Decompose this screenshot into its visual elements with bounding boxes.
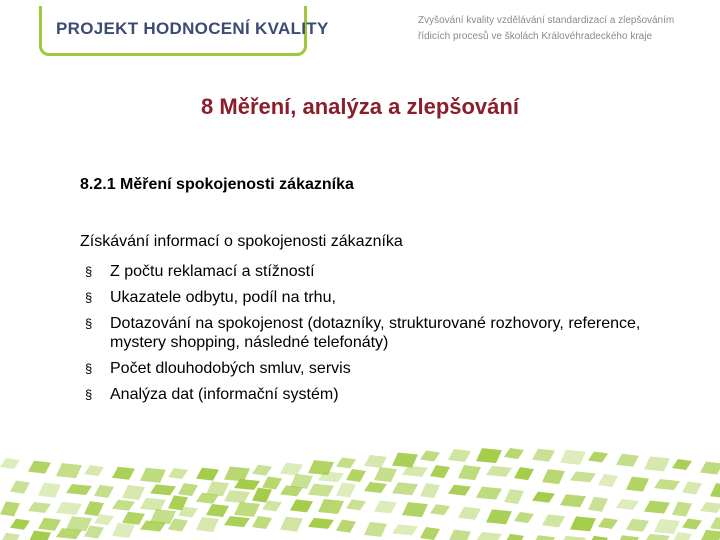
list-item (80, 314, 700, 352)
decorative-shape (560, 536, 586, 540)
decorative-shape (542, 469, 565, 484)
tagline-line-2: řídicích procesů ve školách Královéhradeckého kraje (418, 31, 653, 42)
decorative-shape (262, 476, 282, 489)
decorative-shape (56, 528, 82, 539)
decorative-shape (336, 483, 356, 498)
decorative-shape (420, 483, 440, 498)
banner-title: PROJEKT HODNOCENÍ KVALITY (56, 19, 329, 38)
decorative-shape (644, 501, 670, 514)
decorative-shape (10, 519, 30, 530)
decorative-shape (336, 520, 356, 533)
decorative-shape (280, 517, 303, 532)
decorative-shape (224, 490, 250, 503)
project-banner (39, 6, 329, 56)
decorative-shape (644, 456, 670, 471)
decorative-shape (430, 465, 450, 478)
decorative-shape (308, 484, 334, 497)
decorative-shape (542, 514, 565, 527)
decorative-shape (700, 502, 720, 513)
decorative-shape (196, 468, 219, 481)
decorative-shape (318, 499, 344, 514)
decorative-shape (112, 523, 135, 538)
decorative-shape (420, 527, 440, 540)
decorative-shape (672, 502, 692, 517)
bullet-text: Ukazatele odbytu, podíl na trhu, (110, 289, 336, 306)
decorative-shape (374, 467, 397, 482)
decorative-shape (364, 522, 387, 537)
tagline-line-1: Zvyšování kvality vzdělávání standardizací a zlepšováním (418, 15, 675, 26)
decorative-shape (234, 502, 260, 517)
decorative-shape (560, 494, 586, 507)
decorative-shape (374, 500, 397, 513)
bullet-icon: § (85, 387, 93, 402)
decorative-shape (0, 458, 20, 469)
decorative-shape (504, 448, 524, 459)
decorative-shape (486, 509, 512, 524)
decorative-shape (346, 499, 366, 510)
decorative-shape (38, 483, 61, 498)
decorative-shape (654, 519, 680, 534)
decorative-shape (280, 463, 303, 476)
decorative-shape (196, 493, 219, 504)
decorative-shape (700, 530, 720, 540)
intro-text: Získávání informací o spokojenosti zákazníka (80, 233, 403, 250)
slide-subtitle: 8.2.1 Měření spokojenosti zákazníka (80, 176, 354, 193)
decorative-shape (682, 518, 702, 529)
decorative-shape (392, 453, 418, 468)
bullet-text: Počet dlouhodobých smluv, servis (110, 360, 351, 377)
decorative-shape (252, 465, 272, 476)
decorative-shape (140, 468, 166, 483)
list-item (80, 359, 700, 378)
decorative-shape (402, 502, 428, 517)
decorative-shape (588, 497, 608, 512)
decorative-shape (196, 517, 219, 532)
decorative-shape (458, 465, 481, 480)
decorative-shape (616, 454, 639, 467)
list-item (80, 288, 700, 307)
decorative-shape (626, 519, 649, 532)
bullet-list (80, 262, 700, 411)
decorative-shape (430, 504, 450, 515)
decorative-shape (570, 516, 596, 531)
decorative-shape (570, 471, 596, 482)
decorative-shape (532, 449, 555, 462)
decorative-shape (598, 518, 618, 529)
decorative-shape (514, 512, 534, 523)
decorative-shape (84, 465, 104, 476)
decorative-shape (140, 520, 166, 531)
bullet-text: Z počtu reklamací a stížností (110, 263, 315, 280)
decorative-shape (290, 499, 313, 512)
decorative-shape (504, 534, 524, 540)
decorative-shape (514, 467, 534, 480)
decorative-shape (588, 536, 608, 540)
decorative-shape (94, 485, 114, 498)
decorative-shape (710, 483, 720, 498)
decorative-shape (252, 488, 272, 503)
decorative-shape (560, 450, 586, 465)
bullet-text: Analýza dat (informační systém) (110, 386, 339, 403)
decorative-shape (224, 516, 250, 527)
bullet-icon: § (85, 316, 93, 331)
decorative-shape (458, 507, 481, 520)
decorative-shape (224, 466, 250, 481)
list-item (80, 262, 700, 281)
decorative-shape (336, 458, 356, 469)
decorative-shape (346, 469, 366, 482)
decorative-shape (392, 482, 418, 495)
decorative-shape (532, 492, 555, 503)
decorative-shape (448, 449, 471, 462)
decorative-shape (122, 485, 145, 500)
decorative-shape (28, 502, 51, 513)
decorative-shape (448, 485, 471, 496)
decorative-shape (28, 531, 51, 540)
decorative-green-pattern (0, 440, 720, 540)
decorative-shape (0, 501, 20, 516)
decorative-shape (280, 485, 303, 496)
decorative-shape (420, 451, 440, 462)
decorative-shape (252, 516, 272, 529)
decorative-shape (140, 498, 166, 511)
decorative-shape (598, 474, 618, 487)
decorative-shape (56, 502, 82, 515)
decorative-shape (654, 479, 680, 490)
decorative-shape (178, 483, 198, 496)
decorative-shape (448, 530, 471, 540)
decorative-shape (476, 532, 502, 540)
decorative-shape (38, 518, 61, 531)
decorative-shape (122, 512, 145, 525)
decorative-shape (710, 517, 720, 530)
decorative-shape (672, 532, 692, 540)
decorative-shape (364, 482, 387, 493)
decorative-shape (66, 484, 92, 495)
decorative-shape (672, 459, 692, 470)
decorative-shape (682, 481, 702, 494)
decorative-shape (84, 501, 104, 516)
bullet-icon: § (85, 361, 93, 376)
bullet-icon: § (85, 290, 93, 305)
decorative-shape (28, 461, 51, 474)
decorative-shape (532, 535, 555, 540)
decorative-shape (476, 448, 502, 463)
decorative-shape (56, 463, 82, 478)
decorative-shape (10, 481, 30, 494)
slide-title: 8 Měření, analýza a zlepšování (201, 94, 519, 119)
decorative-shape (364, 455, 387, 468)
bullet-icon: § (85, 264, 93, 279)
decorative-shape (486, 466, 512, 477)
decorative-shape (308, 518, 334, 529)
decorative-shape (112, 500, 135, 511)
decorative-shape (616, 499, 639, 510)
decorative-shape (392, 524, 418, 535)
decorative-shape (0, 533, 20, 540)
bullet-text: Dotazování na spokojenost (dotazníky, strukturované rozhovory, reference, mystery shopping, následné telefonáty) (110, 315, 641, 351)
list-item (80, 385, 700, 404)
decorative-shape (644, 534, 670, 540)
decorative-shape (588, 452, 608, 463)
decorative-shape (150, 484, 176, 495)
decorative-shape (206, 504, 229, 517)
decorative-shape (112, 467, 135, 480)
decorative-shape (616, 535, 639, 540)
decorative-shape (402, 466, 428, 477)
decorative-shape (700, 462, 720, 475)
decorative-shape (476, 487, 502, 500)
decorative-shape (168, 468, 188, 479)
header-tagline (418, 13, 718, 45)
decorative-shape (626, 477, 649, 492)
decorative-shape (504, 489, 524, 504)
